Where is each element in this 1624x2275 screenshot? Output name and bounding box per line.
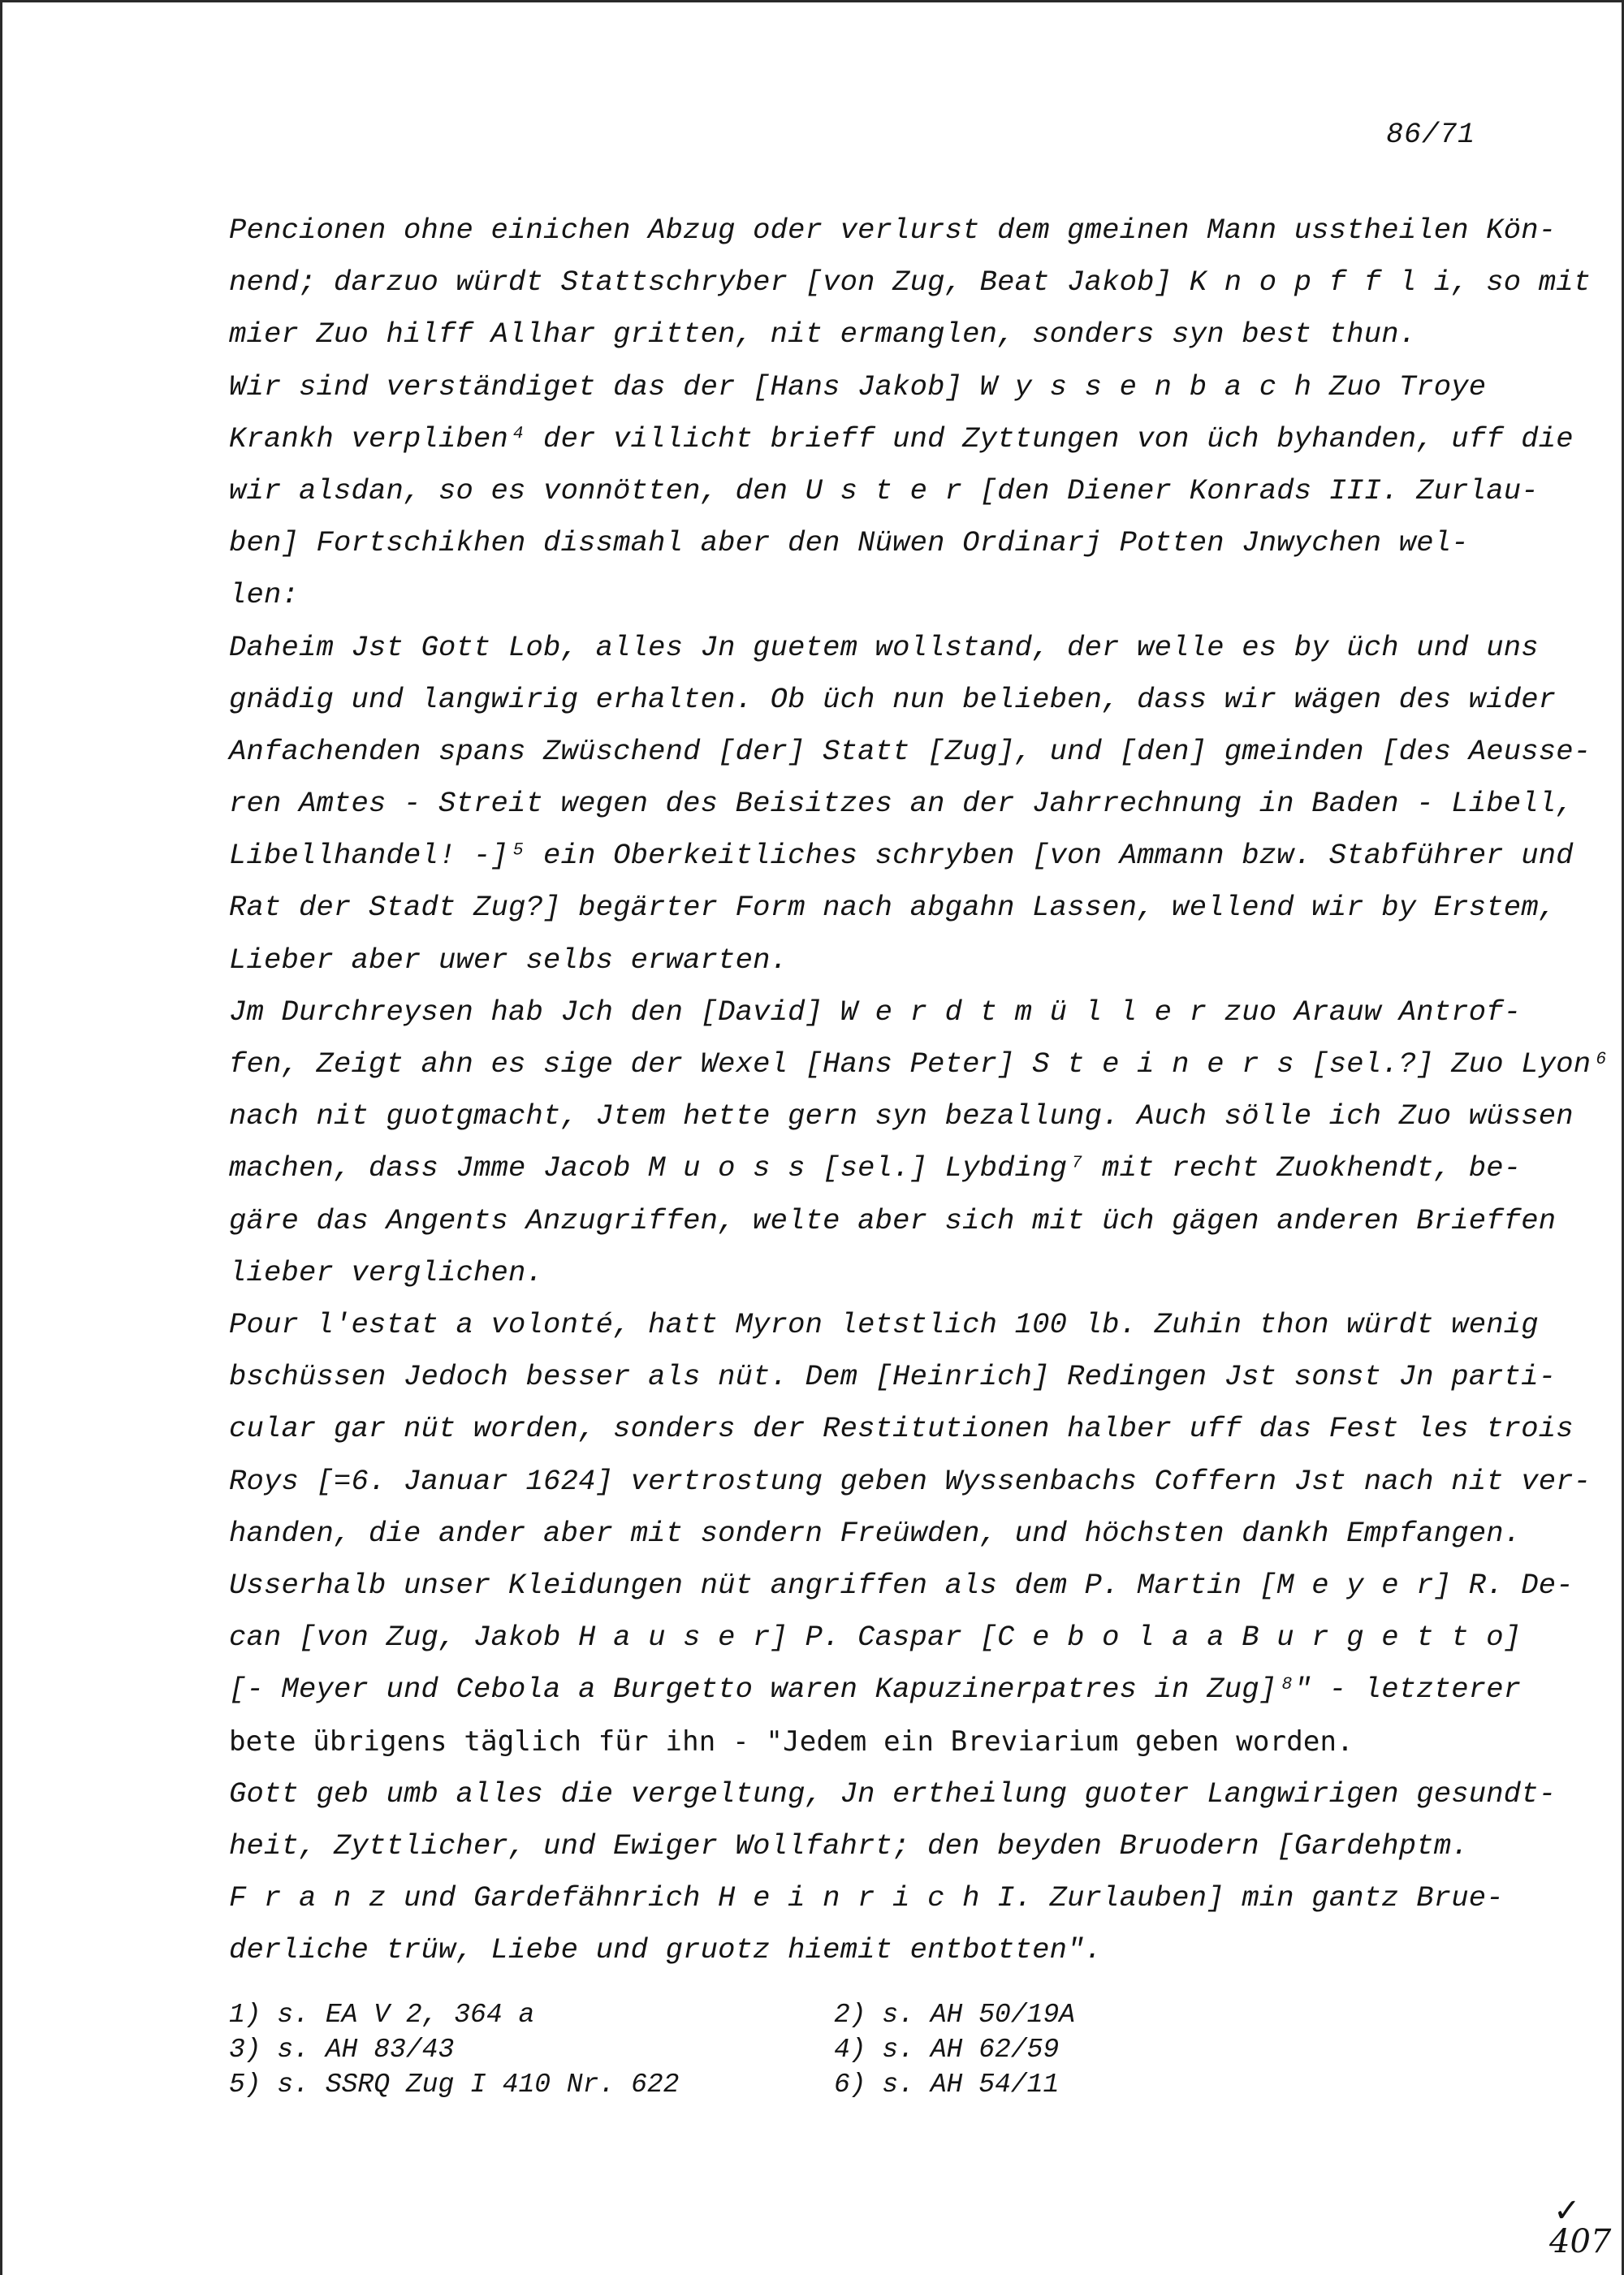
text-line: wir alsdan, so es vonnötten, den U s t e r [den Diener Konrads III. Zurlau- <box>229 473 1539 507</box>
text-line: ben] Fortschikhen dissmahl aber den Nüwen Ordinarj Potten Jnwychen wel- <box>229 526 1469 560</box>
page-number: 86/71 <box>1386 119 1476 151</box>
archive-mark: 407 <box>1549 2223 1612 2260</box>
text-line: cular gar nüt worden, sonders der Restitutionen halber uff das Fest les trois <box>229 1412 1574 1446</box>
text-line: Rat der Stadt Zug?] begärter Form nach abgahn Lassen, wellend wir by Erstem, <box>229 891 1557 925</box>
text-line: Anfachenden spans Zwüschend [der] Statt [Zug], und [den] gmeinden [des Aeusse- <box>229 734 1592 768</box>
text-line: Roys [=6. Januar 1624] vertrostung geben Wyssenbachs Coffern Jst nach nit ver- <box>229 1464 1592 1498</box>
text-line: len: <box>229 578 300 612</box>
text-line: Jm Durchreysen hab Jch den [David] W e r d t m ü l l e r zuo Arauw Antrof- <box>229 995 1522 1029</box>
footnote: 2) s. AH 50/19A <box>834 2000 1076 2030</box>
text-line: F r a n z und Gardefähnrich H e i n r i c h I. Zurlauben] min gantz Brue- <box>229 1881 1504 1915</box>
footnote: 3) s. AH 83/43 <box>229 2035 455 2065</box>
text-line: handen, die ander aber mit sondern Freüwden, und höchsten dankh Empfangen. <box>229 1516 1522 1550</box>
text-line: can [von Zug, Jakob H a u s e r] P. Caspar [C e b o l a a B u r g e t t o] <box>229 1621 1522 1655</box>
letter-body <box>229 205 1609 1976</box>
text-line: lieber verglichen. <box>229 1255 544 1289</box>
page-border-top <box>0 0 1624 2</box>
footnote: 6) s. AH 54/11 <box>834 2070 1060 2100</box>
text-line: Pour l'estat a volonté, hatt Myron letstlich 100 lb. Zuhin thon würdt wenig <box>229 1307 1539 1341</box>
check-mark-icon: ✓ <box>1553 2192 1581 2230</box>
footnote: 1) s. EA V 2, 364 a <box>229 2000 535 2030</box>
footnote: 4) s. AH 62/59 <box>834 2035 1060 2065</box>
text-line: mier Zuo hilff Allhar gritten, nit ermanglen, sonders syn best thun. <box>229 317 1417 352</box>
footnote: 5) s. SSRQ Zug I 410 Nr. 622 <box>229 2070 680 2100</box>
text-line: bschüssen Jedoch besser als nüt. Dem [Heinrich] Redingen Jst sonst Jn parti- <box>229 1360 1557 1394</box>
text-line: Pencionen ohne einichen Abzug oder verlurst dem gmeinen Mann usstheilen Kön- <box>229 214 1557 247</box>
text-line: Lieber aber uwer selbs erwarten. <box>229 943 788 977</box>
page-border-left <box>0 0 2 2275</box>
text-line: Gott geb umb alles die vergeltung, Jn ertheilung guoter Langwirigen gesundt- <box>229 1776 1557 1811</box>
text-line: nach nit guotgmacht, Jtem hette gern syn bezallung. Auch sölle ich Zuo wüssen <box>229 1099 1574 1133</box>
footnotes <box>229 1997 1203 2102</box>
text-line: Krankh verpliben⁴ der villicht brieff und Zyttungen von üch byhanden, uff die <box>229 421 1574 455</box>
text-line: bete übrigens täglich für ihn - "Jedem ein Breviarium geben worden. <box>229 1725 1354 1759</box>
text-line: Libellhandel! -]⁵ ein Oberkeitliches schryben [von Ammann bzw. Stabführer und <box>229 839 1574 873</box>
text-line: gnädig und langwirig erhalten. Ob üch nun belieben, dass wir wägen des wider <box>229 682 1557 716</box>
text-line: fen, Zeigt ahn es sige der Wexel [Hans Peter] S t e i n e r s [sel.?] Zuo Lyon⁶ <box>229 1047 1609 1081</box>
text-line: Daheim Jst Gott Lob, alles Jn guetem wollstand, der welle es by üch und uns <box>229 630 1539 664</box>
text-line: [- Meyer und Cebola a Burgetto waren Kapuzinerpatres in Zug]⁸" - letzterer <box>229 1673 1522 1707</box>
text-line: derliche trüw, Liebe und gruotz hiemit entbotten". <box>229 1933 1103 1967</box>
text-line: machen, dass Jmme Jacob M u o s s [sel.] Lybding⁷ mit recht Zuokhendt, be- <box>229 1151 1522 1185</box>
text-line: nend; darzuo würdt Stattschryber [von Zug, Beat Jakob] K n o p f f l i, so mit <box>229 265 1592 300</box>
text-line: heit, Zyttlicher, und Ewiger Wollfahrt; den beyden Bruodern [Gardehptm. <box>229 1828 1469 1863</box>
text-line: Wir sind verständiget das der [Hans Jakob] W y s s e n b a c h Zuo Troye <box>229 369 1487 404</box>
text-line: Usserhalb unser Kleidungen nüt angriffen als dem P. Martin [M e y e r] R. De- <box>229 1568 1574 1602</box>
text-line: ren Amtes - Streit wegen des Beisitzes an der Jahrrechnung in Baden - Libell, <box>229 787 1574 821</box>
text-line: gäre das Angents Anzugriffen, welte aber sich mit üch gägen anderen Brieffen <box>229 1203 1557 1237</box>
